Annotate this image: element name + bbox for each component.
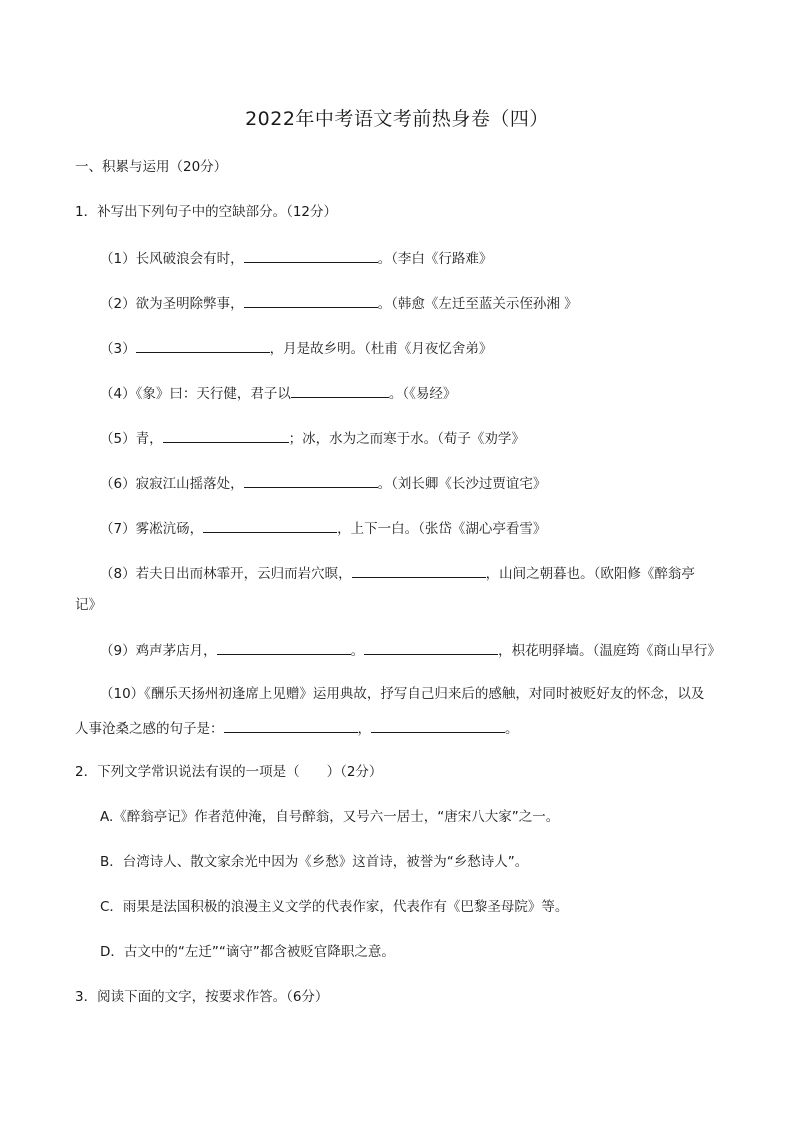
item-text: （1）长风破浪会有时， — [100, 251, 244, 267]
item-text: 。 — [505, 721, 519, 737]
question-1-item-1 — [100, 248, 492, 268]
answer-blank[interactable] — [244, 473, 378, 488]
question-1-item-8-continued: 记》 — [75, 597, 102, 613]
answer-blank[interactable] — [224, 718, 358, 733]
item-text: （3） — [100, 341, 136, 357]
page-title: 2022年中考语文考前热身卷（四） — [245, 108, 549, 130]
question-1-item-10: （10）《酬乐天扬州初逢席上见赠》运用典故，抒写自己归来后的感触，对同时被贬好友的怀念，以及 — [100, 686, 705, 702]
item-text: 。 — [350, 643, 365, 659]
item-text: （9）鸡声茅店月， — [100, 643, 217, 659]
item-text: （4）《象》曰：天行健，君子以 — [100, 386, 291, 402]
answer-blank[interactable] — [371, 718, 505, 733]
answer-blank[interactable] — [163, 428, 289, 443]
question-3-stem: 3．阅读下面的文字，按要求作答。（6分） — [75, 989, 329, 1005]
question-2-option-b[interactable]: B．台湾诗人、散文家余光中因为《乡愁》这首诗，被誉为“乡愁诗人”。 — [100, 854, 529, 870]
question-1-item-10-continued — [75, 718, 519, 738]
item-text: 。（李白《行路难》 — [377, 251, 493, 267]
section-heading: 一、积累与运用（20分） — [75, 159, 228, 175]
question-1-item-9 — [100, 640, 721, 660]
question-2-option-d[interactable]: D．古文中的“左迁”“谪守”都含被贬官降职之意。 — [100, 944, 395, 960]
answer-blank[interactable] — [244, 248, 378, 263]
answer-blank[interactable] — [136, 338, 270, 353]
answer-blank[interactable] — [203, 518, 337, 533]
question-2-option-a[interactable]: A.《醉翁亭记》作者范仲淹，自号醉翁，又号六一居士，“唐宋八大家”之一。 — [100, 809, 560, 825]
question-1-item-8 — [100, 563, 695, 583]
item-text: 。（韩愈《左迁至蓝关示侄孙湘 》 — [377, 296, 578, 312]
question-1-item-6 — [100, 473, 546, 493]
answer-blank[interactable] — [244, 293, 378, 308]
item-text: ，枳花明驿墙。（温庭筠《商山早行》 — [498, 643, 721, 659]
item-text: 。（《易经》 — [388, 386, 457, 402]
item-text: ，山间之朝暮也。（欧阳修《醉翁亭 — [485, 566, 695, 582]
item-text: ；冰，水为之而寒于水。（荀子《劝学》 — [288, 431, 525, 447]
question-2-stem: 2．下列文学常识说法有误的一项是（ ）（2分） — [75, 764, 383, 780]
answer-blank[interactable] — [364, 640, 498, 655]
item-text: ， — [357, 721, 371, 737]
item-text: 人事沧桑之感的句子是： — [75, 721, 224, 737]
answer-blank[interactable] — [217, 640, 351, 655]
item-text: ，月是故乡明。（杜甫《月夜忆舍弟》 — [269, 341, 493, 357]
question-1-item-3 — [100, 338, 492, 358]
question-1-item-5 — [100, 428, 525, 448]
item-text: ，上下一白。（张岱《湖心亭看雪》 — [337, 521, 547, 537]
answer-blank[interactable] — [291, 383, 389, 398]
item-text: （7）雾凇沆砀， — [100, 521, 204, 537]
question-1-item-7 — [100, 518, 546, 538]
question-2-option-c[interactable]: C．雨果是法国积极的浪漫主义文学的代表作家，代表作有《巴黎圣母院》等。 — [100, 899, 569, 915]
item-text: （6）寂寂江山摇落处， — [100, 476, 244, 492]
question-1-item-4 — [100, 383, 456, 403]
answer-blank[interactable] — [352, 563, 486, 578]
question-1-item-2 — [100, 293, 578, 313]
item-text: 。（刘长卿《长沙过贾谊宅》 — [377, 476, 547, 492]
item-text: （8）若夫日出而林霏开，云归而岩穴暝， — [100, 566, 352, 582]
item-text: （5）青， — [100, 431, 163, 447]
item-text: （2）欲为圣明除弊事， — [100, 296, 244, 312]
question-1-stem: 1．补写出下列句子中的空缺部分。（12分） — [75, 204, 338, 220]
